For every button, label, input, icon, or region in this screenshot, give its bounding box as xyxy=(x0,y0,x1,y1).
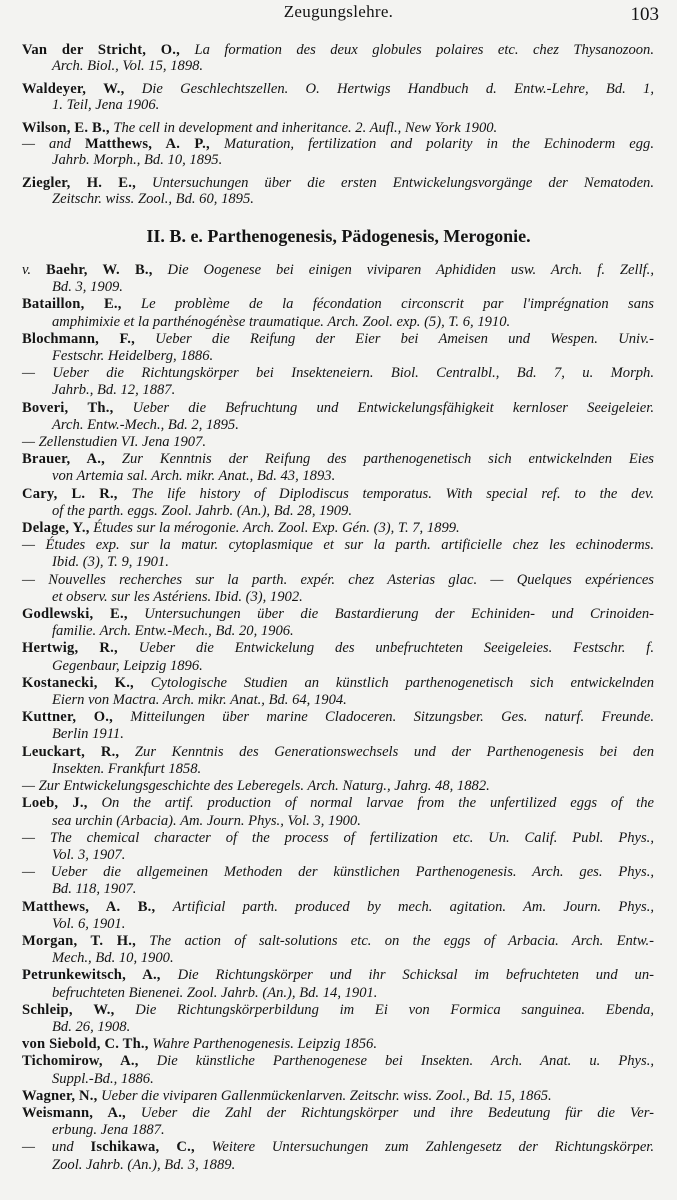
entry-author: Ziegler, H. E., xyxy=(22,174,136,191)
bibliography-section-1 xyxy=(22,42,654,214)
entry-title: La formation des deux globules polaires etc. chez Thysanozoon. xyxy=(194,42,655,58)
entry-continuation: Suppl.-Bd., 1886. xyxy=(52,1070,154,1087)
entry-first-line xyxy=(22,175,654,191)
entry-author: Brauer, A., xyxy=(22,451,105,468)
entry-prefix: v. xyxy=(22,262,32,278)
entry-first-line xyxy=(22,830,654,847)
entry-continuation: Bd. 118, 1907. xyxy=(52,881,137,898)
entry-title: Untersuchungen über die Bastardierung der Echiniden- und Crinoiden- xyxy=(144,606,654,623)
entry-first-line xyxy=(22,81,654,97)
entry-first-line xyxy=(22,795,654,812)
entry-first-line xyxy=(22,42,654,58)
entry-continuation: Mech., Bd. 10, 1900. xyxy=(52,950,174,967)
entry-title: Zur Kenntnis der Reifung des parthenogenetisch sich entwickelnden Eies xyxy=(121,451,654,468)
entry-title: Weitere Untersuchungen zum Zahlengesetz der Richtungskörper. xyxy=(211,1139,654,1156)
entry-title: Cytologische Studien an künstlich parthenogenetisch sich entwickelnden xyxy=(150,674,654,691)
bibliography-entry xyxy=(22,1002,654,1036)
entry-title: Études exp. sur la matur. cytoplasmique et sur la parth. artificielle chez les echinoderms. xyxy=(45,537,654,554)
entry-author: Cary, L. R., xyxy=(22,485,118,502)
entry-prefix: — und xyxy=(22,1139,74,1156)
entry-first-line xyxy=(22,1053,654,1070)
entry-author: Bataillon, E., xyxy=(22,296,122,313)
entry-continuation: Arch. Entw.-Mech., Bd. 2, 1895. xyxy=(52,416,239,433)
bibliography-entry xyxy=(22,120,654,136)
bibliography-entry xyxy=(22,606,654,640)
entry-title: Wahre Parthenogenesis. Leipzig 1856. xyxy=(152,1036,377,1053)
entry-title: Zellenstudien VI. Jena 1907. xyxy=(38,434,207,451)
bibliography-entry xyxy=(22,744,654,778)
entry-continuation: Berlin 1911. xyxy=(52,726,124,743)
entry-first-line xyxy=(22,933,654,950)
entry-prefix: — and xyxy=(22,136,71,153)
bibliography-section-2 xyxy=(22,262,654,1174)
entry-prefix: — xyxy=(22,434,35,451)
entry-first-line xyxy=(22,709,654,726)
entry-author: Boveri, Th., xyxy=(22,399,114,416)
entry-continuation: Jahrb., Bd. 12, 1887. xyxy=(52,382,176,399)
bibliography-entry xyxy=(22,1139,654,1173)
bibliography-group xyxy=(22,81,654,114)
entry-author: Kuttner, O., xyxy=(22,709,113,726)
bibliography-entry xyxy=(22,572,654,606)
entry-title: The action of salt-solutions etc. on the eggs of Arbacia. Arch. Entw.- xyxy=(149,932,655,949)
entry-title: On the artif. production of normal larvae from the unfertilized eggs of the xyxy=(101,795,654,812)
entry-prefix: — xyxy=(22,537,35,554)
entry-title: Die Geschlechtszellen. O. Hertwigs Handbuch d. Entw.-Lehre, Bd. 1, xyxy=(141,80,654,97)
page-number: 103 xyxy=(630,4,659,25)
bibliography-entry xyxy=(22,778,654,795)
entry-first-line xyxy=(22,606,654,623)
entry-author: Schleip, W., xyxy=(22,1001,115,1018)
bibliography-entry xyxy=(22,331,654,365)
entry-title: Artificial parth. produced by mech. agitation. Am. Journ. Phys., xyxy=(172,898,654,915)
entry-author: Delage, Y., xyxy=(22,520,90,537)
entry-continuation: of the parth. eggs. Zool. Jahrb. (An.), Bd. 28, 1909. xyxy=(52,502,352,519)
bibliography-group xyxy=(22,120,654,169)
bibliography-entry xyxy=(22,537,654,571)
entry-author: Tichomirow, A., xyxy=(22,1053,139,1070)
entry-author: Matthews, A. P., xyxy=(85,136,210,153)
entry-continuation: familie. Arch. Entw.-Mech., Bd. 20, 1906. xyxy=(52,623,294,640)
bibliography-entry xyxy=(22,262,654,296)
bibliography-entry xyxy=(22,640,654,674)
entry-title: The chemical character of the process of fertilization etc. Un. Calif. Publ. Phys., xyxy=(49,829,654,846)
entry-first-line xyxy=(22,778,654,795)
entry-title: Die künstliche Parthenogenese bei Insekten. Arch. Anat. u. Phys., xyxy=(156,1053,654,1070)
entry-title: Zur Kenntnis des Generationswechsels und der Parthenogenesis bei den xyxy=(134,743,654,760)
entry-title: Zur Entwickelungsgeschichte des Leberegels. Arch. Naturg., Jahrg. 48, 1882. xyxy=(38,778,490,795)
entry-title: Le problème de la fécondation circonscrit par l'imprégnation sans xyxy=(141,296,654,313)
entry-title: Ueber die Zahl der Richtungskörper und ihre Bedeutung für die Ver- xyxy=(140,1104,654,1121)
bibliography-entry xyxy=(22,520,654,537)
entry-first-line xyxy=(22,744,654,761)
entry-first-line xyxy=(22,400,654,417)
entry-title: Nouvelles recherches sur la parth. expér. chez Asterias glac. — Quelques expériences xyxy=(48,571,654,588)
bibliography-group xyxy=(22,175,654,208)
bibliography-entry xyxy=(22,175,654,208)
running-head: Zeugungslehre. xyxy=(283,2,394,21)
entry-continuation: Vol. 6, 1901. xyxy=(52,915,126,932)
entry-prefix: — xyxy=(22,778,35,795)
entry-first-line xyxy=(22,331,654,348)
entry-continuation: Gegenbaur, Leipzig 1896. xyxy=(52,657,203,674)
bibliography-entry xyxy=(22,1088,654,1105)
entry-first-line xyxy=(22,537,654,554)
entry-title: Maturation, fertilization and polarity in the Echinoderm egg. xyxy=(223,136,654,153)
entry-author: Waldeyer, W., xyxy=(22,80,125,97)
entry-author: Ischikawa, C., xyxy=(90,1139,195,1156)
bibliography-entry xyxy=(22,675,654,709)
entry-first-line xyxy=(22,120,654,136)
bibliography-entry xyxy=(22,486,654,520)
entry-first-line xyxy=(22,1088,654,1105)
entry-author: von Siebold, C. Th., xyxy=(22,1036,149,1053)
entry-author: Baehr, W. B., xyxy=(46,262,153,278)
entry-first-line xyxy=(22,1036,654,1053)
bibliography-entry xyxy=(22,830,654,864)
entry-title: Ueber die Entwickelung des unbefruchteten Seeigeleies. Festschr. f. xyxy=(138,640,654,657)
entry-continuation: befruchteten Bienenei. Zool. Jahrb. (An.), Bd. 14, 1901. xyxy=(52,984,378,1001)
bibliography-group xyxy=(22,42,654,75)
entry-first-line xyxy=(22,864,654,881)
bibliography-entry xyxy=(22,899,654,933)
entry-title: Mitteilungen über marine Cladoceren. Sitzungsber. Ges. naturf. Freunde. xyxy=(130,709,654,726)
entry-title: Die Richtungskörper und ihr Schicksal im befruchteten und un- xyxy=(177,967,654,984)
entry-author: Loeb, J., xyxy=(22,795,88,812)
entry-continuation: sea urchin (Arbacia). Am. Journ. Phys., Vol. 3, 1900. xyxy=(52,812,361,829)
entry-title: Ueber die allgemeinen Methoden der künstlichen Parthenogenesis. Arch. ges. Phys., xyxy=(50,864,654,881)
entry-continuation: Eiern von Mactra. Arch. mikr. Anat., Bd. 64, 1904. xyxy=(52,692,347,709)
entry-first-line xyxy=(22,451,654,468)
entry-title: Ueber die viviparen Gallenmückenlarven. Zeitschr. wiss. Zool., Bd. 15, 1865. xyxy=(101,1087,552,1104)
bibliography-entry xyxy=(22,42,654,75)
entry-first-line xyxy=(22,486,654,503)
entry-first-line xyxy=(22,520,654,537)
entry-title: Ueber die Richtungskörper bei Insekteneiern. Biol. Centralbl., Bd. 7, u. Morph. xyxy=(52,365,654,382)
bibliography-entry xyxy=(22,1036,654,1053)
entry-continuation: von Artemia sal. Arch. mikr. Anat., Bd. 43, 1893. xyxy=(52,468,336,485)
entry-continuation: Arch. Biol., Vol. 15, 1898. xyxy=(52,58,204,75)
entry-continuation: Zeitschr. wiss. Zool., Bd. 60, 1895. xyxy=(52,191,254,208)
entry-author: Blochmann, F., xyxy=(22,330,135,347)
entry-first-line xyxy=(22,899,654,916)
bibliography-entry xyxy=(22,967,654,1001)
section-heading: II. B. e. Parthenogenesis, Pädogenesis, Merogonie. xyxy=(146,226,531,246)
bibliography-entry xyxy=(22,933,654,967)
entry-prefix: — xyxy=(22,365,35,382)
entry-first-line xyxy=(22,136,654,152)
entry-title: Études sur la mérogonie. Arch. Zool. Exp. Gén. (3), T. 7, 1899. xyxy=(93,520,460,537)
entry-continuation: Jahrb. Morph., Bd. 10, 1895. xyxy=(52,152,223,169)
entry-author: Wilson, E. B., xyxy=(22,119,110,136)
entry-continuation: Zool. Jahrb. (An.), Bd. 3, 1889. xyxy=(52,1156,236,1173)
entry-first-line xyxy=(22,640,654,657)
entry-author: Weismann, A., xyxy=(22,1104,126,1121)
entry-author: Godlewski, E., xyxy=(22,606,128,623)
entry-continuation: Festschr. Heidelberg, 1886. xyxy=(52,348,214,365)
entry-title: The life history of Diplodiscus temporatus. With special ref. to the dev. xyxy=(131,485,654,502)
entry-continuation: et observ. sur les Astériens. Ibid. (3), 1902. xyxy=(52,588,303,605)
entry-first-line xyxy=(22,572,654,589)
bibliography-entry xyxy=(22,864,654,898)
entry-continuation: Vol. 3, 1907. xyxy=(52,846,126,863)
entry-author: Hertwig, R., xyxy=(22,640,118,657)
entry-title: Untersuchungen über die ersten Entwickelungsvorgänge der Nematoden. xyxy=(151,174,654,191)
entry-title: Ueber die Befruchtung und Entwickelungsfähigkeit kernloser Seeigeleier. xyxy=(132,399,654,416)
entry-continuation: 1. Teil, Jena 1906. xyxy=(52,97,160,114)
bibliography-entry xyxy=(22,296,654,330)
bibliography-entry xyxy=(22,365,654,399)
bibliography-entry xyxy=(22,81,654,114)
entry-prefix: — xyxy=(22,829,35,846)
entry-continuation: amphimixie et la parthénogénèse traumatique. Arch. Zool. exp. (5), T. 6, 1910. xyxy=(52,313,511,330)
entry-continuation: erbung. Jena 1887. xyxy=(52,1122,165,1139)
entry-author: Van der Stricht, O., xyxy=(22,42,181,58)
entry-author: Morgan, T. H., xyxy=(22,932,136,949)
entry-title: Ueber die Reifung der Eier bei Ameisen und Wespen. Univ.- xyxy=(155,330,654,347)
bibliography-entry xyxy=(22,1105,654,1139)
entry-first-line xyxy=(22,365,654,382)
bibliography-entry xyxy=(22,709,654,743)
bibliography-entry xyxy=(22,451,654,485)
entry-prefix: — xyxy=(22,864,35,881)
entry-continuation: Bd. 26, 1908. xyxy=(52,1018,131,1035)
bibliography-entry xyxy=(22,136,654,169)
entry-continuation: Bd. 3, 1909. xyxy=(52,279,123,296)
entry-first-line xyxy=(22,967,654,984)
entry-first-line xyxy=(22,434,654,451)
entry-author: Wagner, N., xyxy=(22,1087,98,1104)
entry-first-line xyxy=(22,1002,654,1019)
entry-title: The cell in development and inheritance. 2. Aufl., New York 1900. xyxy=(113,119,498,136)
entry-title: Die Richtungskörperbildung im Ei von Formica sanguinea. Ebenda, xyxy=(135,1001,654,1018)
entry-author: Leuckart, R., xyxy=(22,743,120,760)
bibliography-entry xyxy=(22,434,654,451)
bibliography-entry xyxy=(22,400,654,434)
entry-first-line xyxy=(22,296,654,313)
entry-continuation: Ibid. (3), T. 9, 1901. xyxy=(52,554,169,571)
entry-title: Die Oogenese bei einigen viviparen Aphididen usw. Arch. f. Zellf., xyxy=(167,262,654,278)
bibliography-entry xyxy=(22,795,654,829)
entry-first-line xyxy=(22,675,654,692)
entry-prefix: — xyxy=(22,571,35,588)
entry-author: Kostanecki, K., xyxy=(22,674,134,691)
bibliography-entry xyxy=(22,1053,654,1087)
entry-author: Petrunkewitsch, A., xyxy=(22,967,161,984)
entry-first-line xyxy=(22,1105,654,1122)
entry-first-line xyxy=(22,1139,654,1156)
entry-continuation: Insekten. Frankfurt 1858. xyxy=(52,760,202,777)
entry-first-line xyxy=(22,262,654,279)
entry-author: Matthews, A. B., xyxy=(22,898,156,915)
